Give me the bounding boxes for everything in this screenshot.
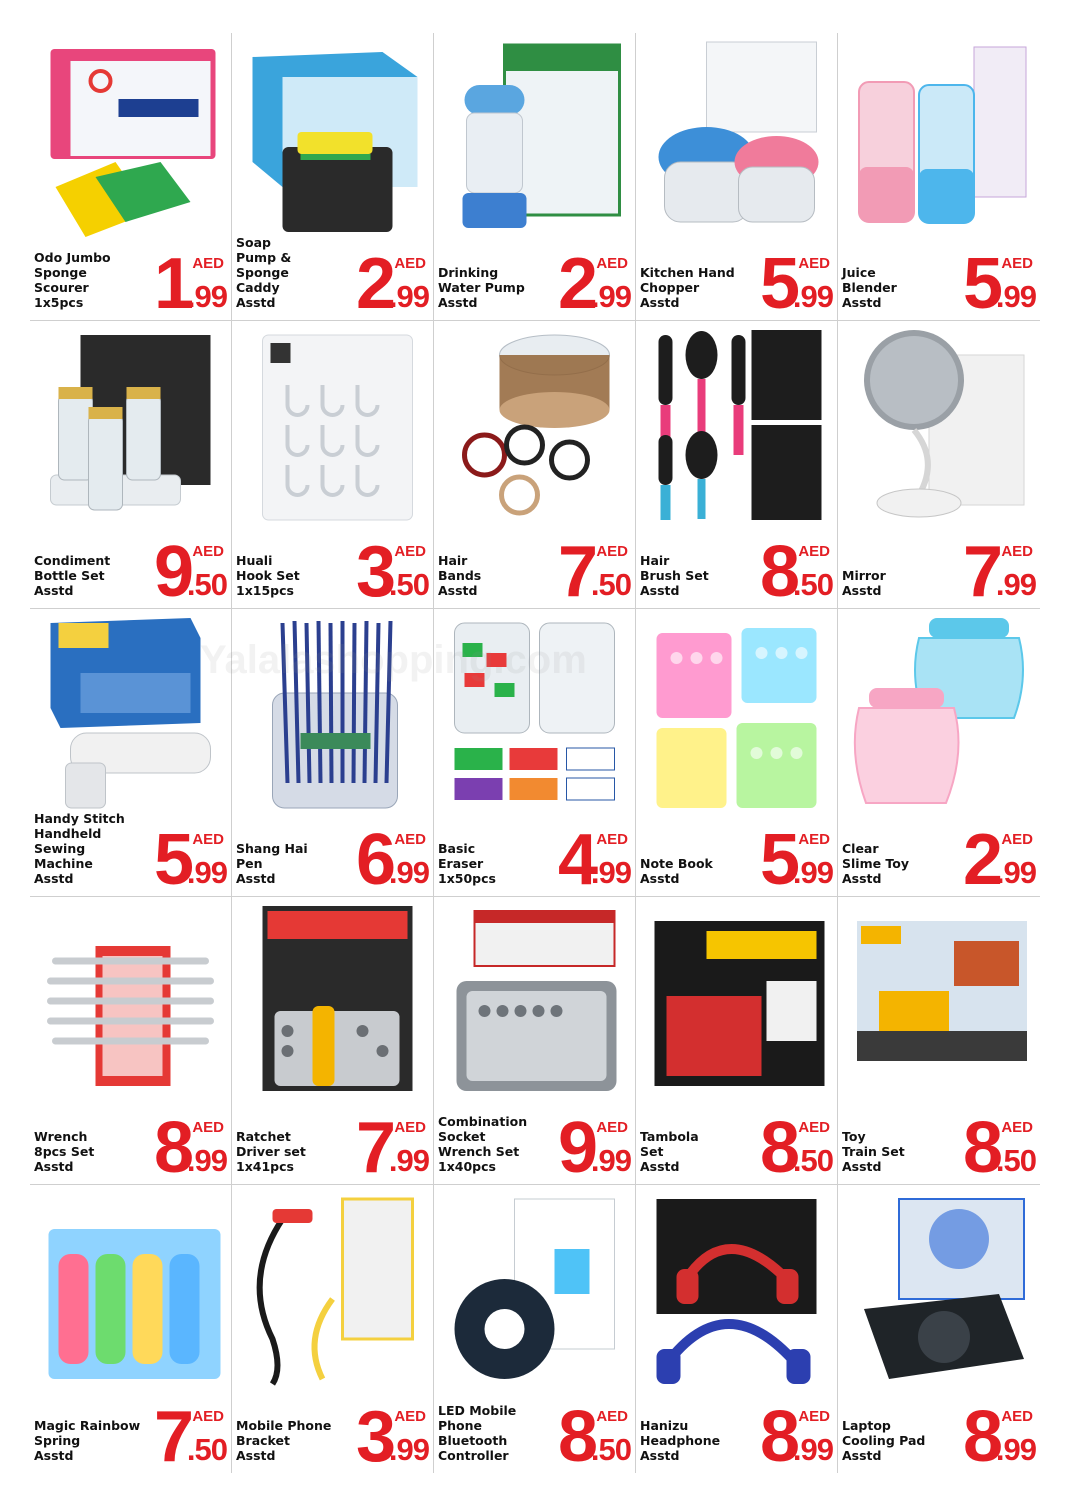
price-decimal: .99 <box>388 1432 429 1467</box>
price-tag <box>535 244 631 321</box>
price-decimal: .50 <box>792 1143 833 1178</box>
price-whole: 2 <box>355 244 393 321</box>
currency-label: AED <box>192 1119 224 1136</box>
price-decimal: .50 <box>792 567 833 602</box>
price-whole: 3 <box>355 532 393 609</box>
price-tag <box>131 532 227 609</box>
hand-chopper-image <box>644 37 829 237</box>
rainbow-spring-image <box>38 1189 223 1389</box>
price-decimal: .99 <box>995 279 1036 314</box>
ratchet-driver-image <box>240 901 425 1101</box>
train-set-image <box>846 901 1032 1101</box>
price-decimal: .99 <box>590 279 631 314</box>
product-name: Handy Stitch Handheld Sewing Machine Asstd <box>34 811 125 886</box>
price-whole: 8 <box>759 532 797 609</box>
price-decimal: .99 <box>995 1432 1036 1467</box>
product-card[interactable] <box>232 1185 434 1473</box>
hair-bands-image <box>442 325 627 525</box>
price-tag <box>940 244 1036 321</box>
product-card[interactable] <box>636 609 838 897</box>
currency-label: AED <box>798 255 830 272</box>
currency-label: AED <box>798 543 830 560</box>
currency-label: AED <box>1001 543 1033 560</box>
product-name: Hair Bands Asstd <box>438 553 482 598</box>
product-card[interactable] <box>30 609 232 897</box>
socket-set-image <box>442 901 627 1101</box>
price-decimal: .50 <box>186 1432 227 1467</box>
product-card[interactable] <box>232 33 434 321</box>
currency-label: AED <box>1001 1408 1033 1425</box>
price-tag <box>333 1397 429 1473</box>
price-tag <box>940 820 1036 897</box>
price-whole: 1 <box>153 244 191 321</box>
price-decimal: .99 <box>995 855 1036 890</box>
product-card[interactable] <box>838 33 1040 321</box>
price-decimal: .99 <box>388 855 429 890</box>
currency-label: AED <box>394 1119 426 1136</box>
product-card[interactable] <box>30 1185 232 1473</box>
currency-label: AED <box>192 255 224 272</box>
price-decimal: .99 <box>792 1432 833 1467</box>
product-name: Magic Rainbow Spring Asstd <box>34 1418 141 1463</box>
price-whole: 6 <box>355 820 393 897</box>
price-tag <box>737 1108 833 1185</box>
wrench-set-image <box>38 901 223 1101</box>
product-name: Mirror Asstd <box>842 568 886 598</box>
price-decimal: .50 <box>388 567 429 602</box>
currency-label: AED <box>596 1408 628 1425</box>
mirror-image <box>846 325 1032 525</box>
price-tag <box>131 820 227 897</box>
price-decimal: .99 <box>590 855 631 890</box>
price-tag <box>333 532 429 609</box>
product-card[interactable] <box>434 609 636 897</box>
product-name: Ratchet Driver set 1x41pcs <box>236 1129 306 1174</box>
product-card[interactable] <box>838 321 1040 609</box>
currency-label: AED <box>596 831 628 848</box>
juice-blender-image <box>846 37 1032 237</box>
product-grid <box>30 33 1040 1473</box>
price-decimal: .50 <box>186 567 227 602</box>
product-card[interactable] <box>838 609 1040 897</box>
price-decimal: .99 <box>590 1143 631 1178</box>
product-name: Kitchen Hand Chopper Asstd <box>640 265 735 310</box>
price-whole: 5 <box>153 820 191 897</box>
currency-label: AED <box>192 1408 224 1425</box>
product-card[interactable] <box>636 897 838 1185</box>
watermark: Yalalashopping.com <box>200 638 587 682</box>
price-tag <box>940 532 1036 609</box>
product-name: Condiment Bottle Set Asstd <box>34 553 111 598</box>
pen-jar-image <box>240 613 425 813</box>
price-whole: 7 <box>153 1397 191 1473</box>
price-whole: 8 <box>962 1108 1000 1185</box>
product-card[interactable] <box>434 33 636 321</box>
price-whole: 2 <box>557 244 595 321</box>
currency-label: AED <box>394 831 426 848</box>
price-tag <box>131 1108 227 1185</box>
price-tag <box>737 532 833 609</box>
product-name: Wrench 8pcs Set Asstd <box>34 1129 95 1174</box>
tambola-image <box>644 901 829 1101</box>
product-card[interactable] <box>636 1185 838 1473</box>
price-tag <box>940 1108 1036 1185</box>
price-tag <box>737 244 833 321</box>
product-name: Mobile Phone Bracket Asstd <box>236 1418 332 1463</box>
product-name: Hair Brush Set Asstd <box>640 553 709 598</box>
hook-set-image <box>240 325 425 525</box>
price-tag <box>535 532 631 609</box>
product-card[interactable] <box>434 897 636 1185</box>
price-whole: 8 <box>759 1108 797 1185</box>
price-decimal: .99 <box>388 279 429 314</box>
water-pump-image <box>442 37 627 237</box>
slime-toy-image <box>846 613 1032 813</box>
product-card[interactable] <box>636 321 838 609</box>
price-whole: 7 <box>355 1108 393 1185</box>
soap-pump-caddy-image <box>240 37 425 237</box>
currency-label: AED <box>394 1408 426 1425</box>
currency-label: AED <box>192 831 224 848</box>
currency-label: AED <box>192 543 224 560</box>
price-whole: 3 <box>355 1397 393 1473</box>
price-tag <box>535 820 631 897</box>
currency-label: AED <box>798 1408 830 1425</box>
cooling-pad-image <box>846 1189 1032 1389</box>
currency-label: AED <box>596 1119 628 1136</box>
price-whole: 7 <box>962 532 1000 609</box>
price-tag <box>131 244 227 321</box>
product-card[interactable] <box>232 609 434 897</box>
led-strip-image <box>442 1189 627 1389</box>
product-name: Laptop Cooling Pad Asstd <box>842 1418 926 1463</box>
product-name: Toy Train Set Asstd <box>842 1129 905 1174</box>
product-name: Note Book Asstd <box>640 856 713 886</box>
currency-label: AED <box>1001 255 1033 272</box>
product-name: LED Mobile Phone Bluetooth Controller <box>438 1403 517 1463</box>
sponge-scourer-image <box>38 37 223 237</box>
product-card[interactable] <box>232 321 434 609</box>
headphone-image <box>644 1189 829 1389</box>
product-name: Soap Pump & Sponge Caddy Asstd <box>236 235 292 310</box>
price-tag <box>737 1397 833 1473</box>
price-tag <box>333 820 429 897</box>
product-card[interactable] <box>30 321 232 609</box>
product-name: Combination Socket Wrench Set 1x40pcs <box>438 1114 528 1174</box>
currency-label: AED <box>1001 831 1033 848</box>
price-whole: 5 <box>962 244 1000 321</box>
product-card[interactable] <box>232 897 434 1185</box>
price-whole: 9 <box>557 1108 595 1185</box>
product-card[interactable] <box>838 1185 1040 1473</box>
price-decimal: .50 <box>590 1432 631 1467</box>
price-decimal: .99 <box>186 279 227 314</box>
product-name: Clear Slime Toy Asstd <box>842 841 910 886</box>
product-card[interactable] <box>30 33 232 321</box>
price-decimal: .99 <box>388 1143 429 1178</box>
price-whole: 8 <box>759 1397 797 1473</box>
price-whole: 9 <box>153 532 191 609</box>
currency-label: AED <box>394 543 426 560</box>
notebook-image <box>644 613 829 813</box>
sewing-machine-image <box>38 613 223 813</box>
product-card[interactable] <box>838 897 1040 1185</box>
price-decimal: .50 <box>590 567 631 602</box>
price-decimal: .99 <box>186 855 227 890</box>
product-name: Odo Jumbo Sponge Scourer 1x5pcs <box>34 250 111 310</box>
product-name: Shang Hai Pen Asstd <box>236 841 308 886</box>
currency-label: AED <box>596 255 628 272</box>
price-decimal: .99 <box>186 1143 227 1178</box>
price-whole: 2 <box>962 820 1000 897</box>
price-tag <box>535 1397 631 1473</box>
price-whole: 8 <box>557 1397 595 1473</box>
price-whole: 5 <box>759 244 797 321</box>
product-name: Basic Eraser 1x50pcs <box>438 841 496 886</box>
price-decimal: .99 <box>792 855 833 890</box>
currency-label: AED <box>394 255 426 272</box>
product-name: Hanizu Headphone Asstd <box>640 1418 721 1463</box>
product-name: Juice Blender Asstd <box>842 265 897 310</box>
price-decimal: .99 <box>792 279 833 314</box>
price-tag <box>333 1108 429 1185</box>
price-decimal: .99 <box>995 567 1036 602</box>
price-tag <box>737 820 833 897</box>
price-whole: 5 <box>759 820 797 897</box>
hair-brush-image <box>644 325 829 525</box>
product-name: Tambola Set Asstd <box>640 1129 699 1174</box>
product-card[interactable] <box>30 897 232 1185</box>
currency-label: AED <box>1001 1119 1033 1136</box>
product-card[interactable] <box>434 321 636 609</box>
phone-bracket-image <box>240 1189 425 1389</box>
price-tag <box>535 1108 631 1185</box>
price-tag <box>940 1397 1036 1473</box>
price-tag <box>333 244 429 321</box>
currency-label: AED <box>596 543 628 560</box>
currency-label: AED <box>798 1119 830 1136</box>
currency-label: AED <box>798 831 830 848</box>
product-card[interactable] <box>636 33 838 321</box>
product-name: Huali Hook Set 1x15pcs <box>236 553 300 598</box>
price-whole: 4 <box>557 820 595 897</box>
price-whole: 8 <box>153 1108 191 1185</box>
price-whole: 7 <box>557 532 595 609</box>
price-tag <box>131 1397 227 1473</box>
product-name: Drinking Water Pump Asstd <box>438 265 525 310</box>
price-decimal: .50 <box>995 1143 1036 1178</box>
condiment-set-image <box>38 325 223 525</box>
price-whole: 8 <box>962 1397 1000 1473</box>
product-card[interactable] <box>434 1185 636 1473</box>
eraser-jar-image <box>442 613 627 813</box>
